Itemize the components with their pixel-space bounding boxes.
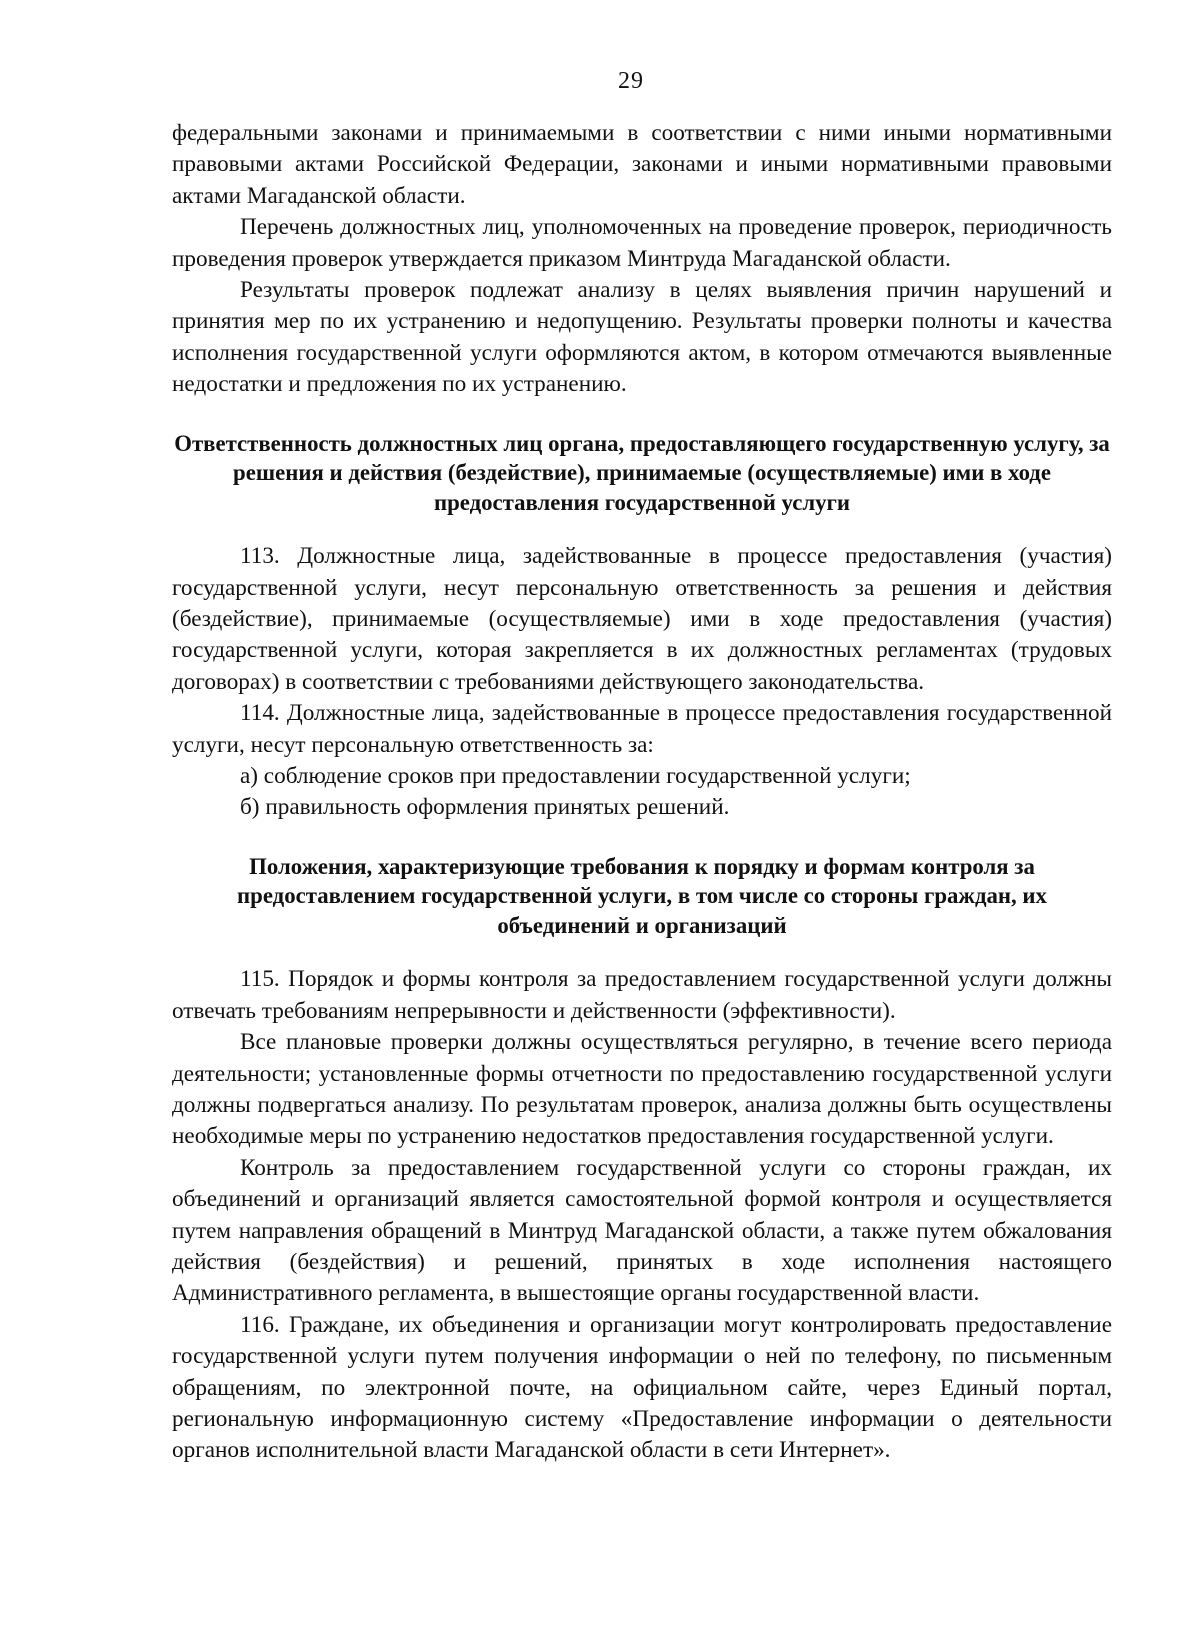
- list-item-a: а) соблюдение сроков при предоставлении государственной услуги;: [240, 763, 911, 789]
- paragraph-intro-3: Результаты проверок подлежат анализу в целях выявления причин нарушений и принятия мер по их устранению и недопущению. Результаты проверки полноты и качества исполнения государственной услуги оформляются актом, в котором отмечаются выявленные недостатки и предложения по их устранению.: [172, 277, 1112, 398]
- paragraph-113: 113. Должностные лица, задействованные в процессе предоставления (участия) государственной услуги, несут персональную ответственность за решения и действия (бездействие), принимаемые (осуществляемые) ими в ходе предоставления (участия) государственной услуги, которая закрепляется в их должностных регламентах (трудовых договорах) в соответствии с требованиями действующего законодательства.: [172, 543, 1112, 695]
- paragraph-115-b: Все плановые проверки должны осуществляться регулярно, в течение всего периода деятельности; установленные формы отчетности по предоставлению государственной услуги должны подвергаться анализу. По результатам проверок, анализа должны быть осуществлены необходимые меры по устранению недостатков предоставления государственной услуги.: [172, 1029, 1112, 1150]
- paragraph-intro-2: Перечень должностных лиц, уполномоченных на проведение проверок, периодичность проведения проверок утверждается приказом Минтруда Магаданской области.: [172, 214, 1112, 272]
- section-heading-control: Положения, характеризующие требования к порядку и формам контроля за предоставлением государственной услуги, в том числе со стороны граждан, их объединений и организаций: [237, 853, 1047, 938]
- spacer: [172, 824, 1112, 852]
- spacer: [172, 517, 1112, 541]
- paragraph-intro-1: федеральными законами и принимаемыми в соответствии с ними иными нормативными правовыми актами Российской Федерации, законами и иными нормативными правовыми актами Магаданской области.: [172, 120, 1112, 209]
- page-number: 29: [618, 68, 644, 94]
- paragraph-116: 116. Граждане, их объединения и организации могут контролировать предоставление государственной услуги путем получения информации о ней по телефону, по письменным обращениям, по электронной почте, на официальном сайте, через Единый портал, региональную информационную систему «Предоставление информации о деятельности органов исполнительной власти Магаданской области в сети Интернет».: [172, 1311, 1112, 1464]
- list-item-b: б) правильность оформления принятых решений.: [240, 794, 730, 821]
- section-heading-responsibility: Ответственность должностных лиц органа, предоставляющего государственную услугу, за решения и действия (бездействие), принимаемые (осуществляемые) ими в ходе предоставления государственной услуги: [174, 430, 1110, 515]
- spacer: [172, 940, 1112, 964]
- document-body: [172, 118, 1112, 1467]
- spacer: [172, 401, 1112, 429]
- paragraph-114: 114. Должностные лица, задействованные в процессе предоставления государственной услуги, несут персональную ответственность за:: [172, 700, 1112, 758]
- paragraph-115-c: Контроль за предоставлением государственной услуги со стороны граждан, их объединений и организаций является самостоятельной формой контроля и осуществляется путем направления обращений в Минтруд Магаданской области, а также путем обжалования действия (бездействия) и решений, принятых в ходе исполнения настоящего Административного регламента, в вышестоящие органы государственной власти.: [172, 1154, 1112, 1307]
- paragraph-115: 115. Порядок и формы контроля за предоставлением государственной услуги должны отвечать требованиям непрерывности и действенности (эффективности).: [172, 966, 1112, 1024]
